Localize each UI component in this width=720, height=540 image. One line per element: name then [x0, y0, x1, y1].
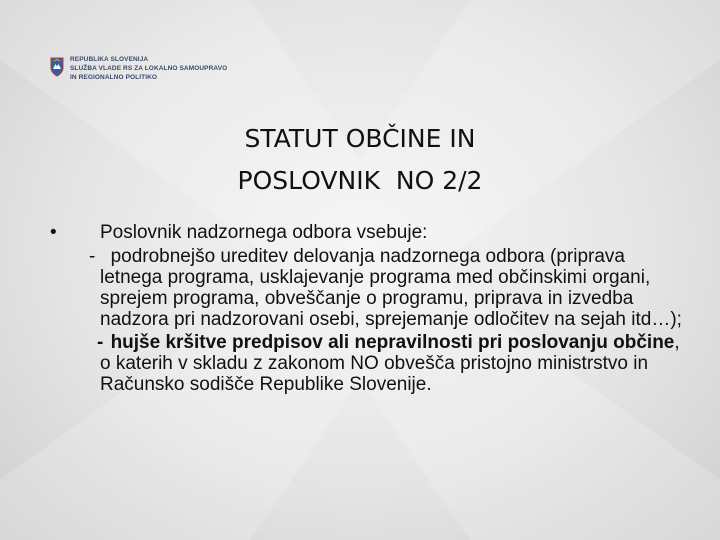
organization-name — [70, 55, 227, 82]
bullet-item — [50, 222, 690, 244]
title-line-1: STATUT OBČINE IN — [244, 124, 476, 153]
dash-marker: - — [97, 332, 104, 353]
header-logo — [50, 55, 280, 95]
bullet-lead-text: Poslovnik nadzornega odbora vsebuje: — [100, 222, 428, 243]
org-line-1: REPUBLIKA SLOVENIJA — [70, 56, 149, 63]
org-line-2: SLUŽBA VLADE RS ZA LOKALNO SAMOUPRAVO — [70, 65, 228, 72]
slide-body — [50, 222, 690, 395]
sub-item-text — [100, 332, 690, 395]
bullet-icon: • — [50, 222, 57, 243]
title-line-2: POSLOVNIK NO 2/2 — [237, 166, 483, 195]
slovenia-coat-of-arms-icon — [50, 57, 64, 77]
slide-title — [140, 118, 580, 202]
sub-item-text — [100, 246, 690, 330]
sub-item-body: podrobnejšo ureditev delovanja nadzornega odbora (priprava letnega programa, usklajevanje programa med občinskimi organi, sprejem programa, obveščanje o programu, priprava in izvedba nadzora pri nadzorovani osebi, sprejemanje odločitev na sejah itd…); — [100, 246, 682, 330]
sub-item-body: , o katerih v skladu z zakonom NO obvešča pristojno ministrstvo in Računsko sodišče Republike Slovenije. — [100, 332, 680, 395]
sub-item — [50, 332, 690, 395]
sub-item — [50, 246, 690, 330]
dash-marker: - — [89, 246, 96, 267]
org-line-3: IN REGIONALNO POLITIKO — [70, 74, 158, 81]
sub-item-bold-text: hujše kršitve predpisov ali nepravilnosti pri poslovanju občine — [110, 332, 675, 353]
